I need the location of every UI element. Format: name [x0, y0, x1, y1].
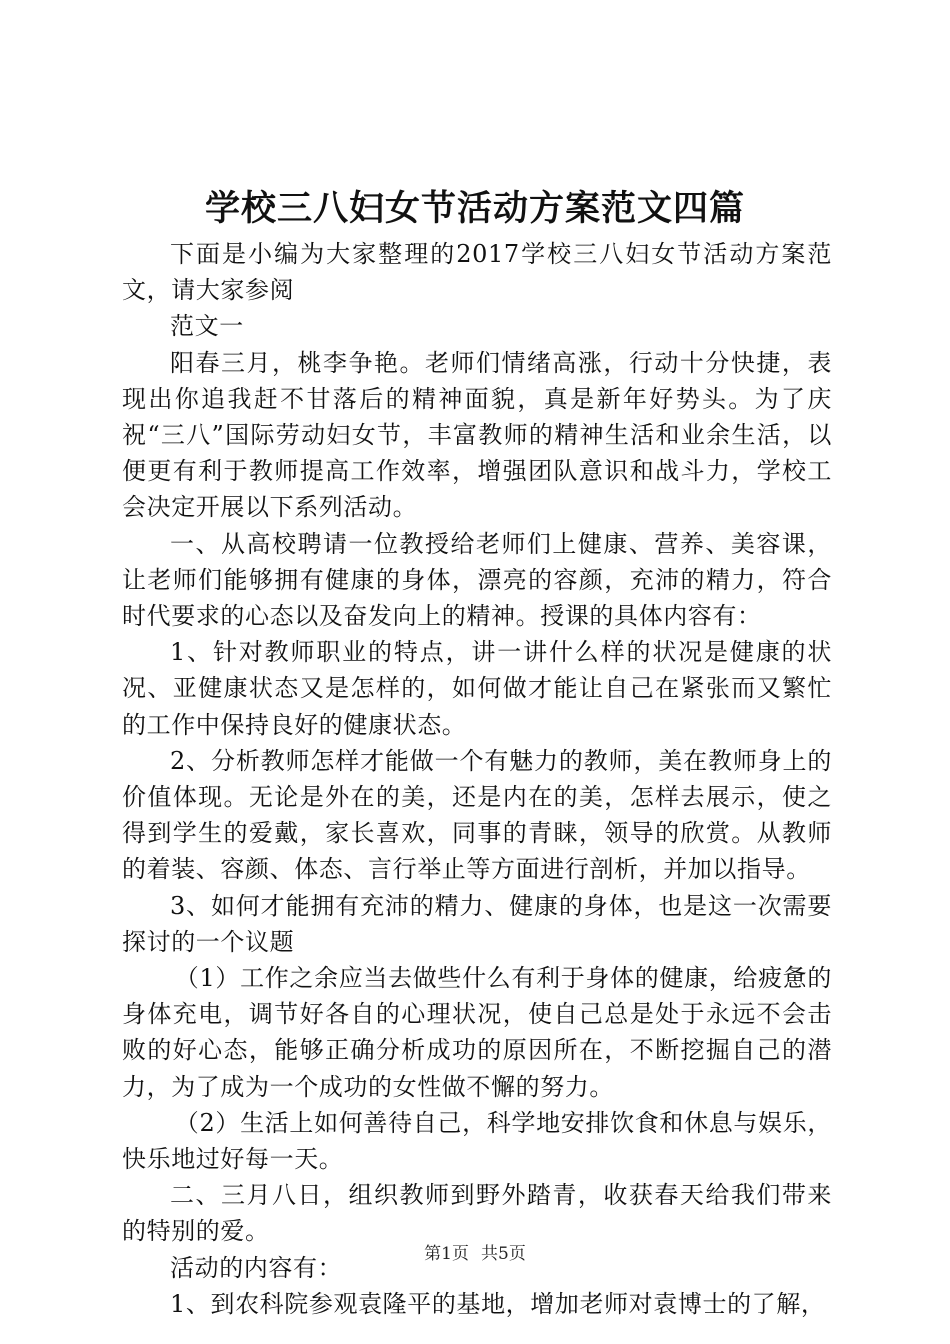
body-paragraph: 一、从高校聘请一位教授给老师们上健康、营养、美容课，让老师们能够拥有健康的身体，漂亮的容颜，充沛的精力，符合时代要求的心态以及奋发向上的精神。授课的具体内容有： — [122, 529, 832, 631]
body-paragraph: 阳春三月，桃李争艳。老师们情绪高涨，行动十分快捷，表现出你追我赶不甘落后的精神面貌，真是新年好势头。为了庆祝“三八”国际劳动妇女节，丰富教师的精神生活和业余生活，以便更有利于教师提高工作效率，增强团队意识和战斗力，学校工会决定开展以下系列活动。 — [122, 348, 832, 522]
sub-list-item: （1）工作之余应当去做些什么有利于身体的健康，给疲惫的身体充电，调节好各自的心理状况，使自己总是处于永远不会击败的好心态，能够正确分析成功的原因所在，不断挖掘自己的潜力，为了成为一个成功的女性做不懈的努力。 — [122, 964, 832, 1101]
sub-list-item: （2）生活上如何善待自己，科学地安排饮食和休息与娱乐，快乐地过好每一天。 — [122, 1108, 832, 1174]
intro-paragraph: 下面是小编为大家整理的2017学校三八妇女节活动方案范文，请大家参阅 — [122, 240, 832, 305]
list-item: 1、到农科院参观袁隆平的基地，增加老师对袁博士的了解， — [170, 1289, 826, 1318]
page-number: 第1页 — [424, 1244, 469, 1264]
body-paragraph: 活动的内容有： — [170, 1253, 343, 1282]
page-footer — [0, 1243, 950, 1265]
body-paragraph: 二、三月八日，组织教师到野外踏青，收获春天给我们带来的特别的爱。 — [122, 1181, 832, 1246]
list-item: 1、针对教师职业的特点，讲一讲什么样的状况是健康的状况、亚健康状态又是怎样的，如何做才能让自己在紧张而又繁忙的工作中保持良好的健康状态。 — [122, 638, 832, 739]
section-heading-fanwen-1: 范文一 — [170, 312, 244, 341]
document-title: 学校三八妇女节活动方案范文四篇 — [204, 188, 745, 229]
document-body — [122, 236, 832, 1322]
list-item: 3、如何才能拥有充沛的精力、健康的身体，也是这一次需要探讨的一个议题 — [122, 891, 832, 956]
list-item: 2、分析教师怎样才能做一个有魅力的教师，美在教师身上的价值体现。无论是外在的美，还是内在的美，怎样去展示，使之得到学生的爱戴，家长喜欢，同事的青睐，领导的欣赏。从教师的着装、容颜、体态、言行举止等方面进行剖析，并加以指导。 — [122, 746, 832, 884]
page-total: 共5页 — [481, 1244, 526, 1264]
